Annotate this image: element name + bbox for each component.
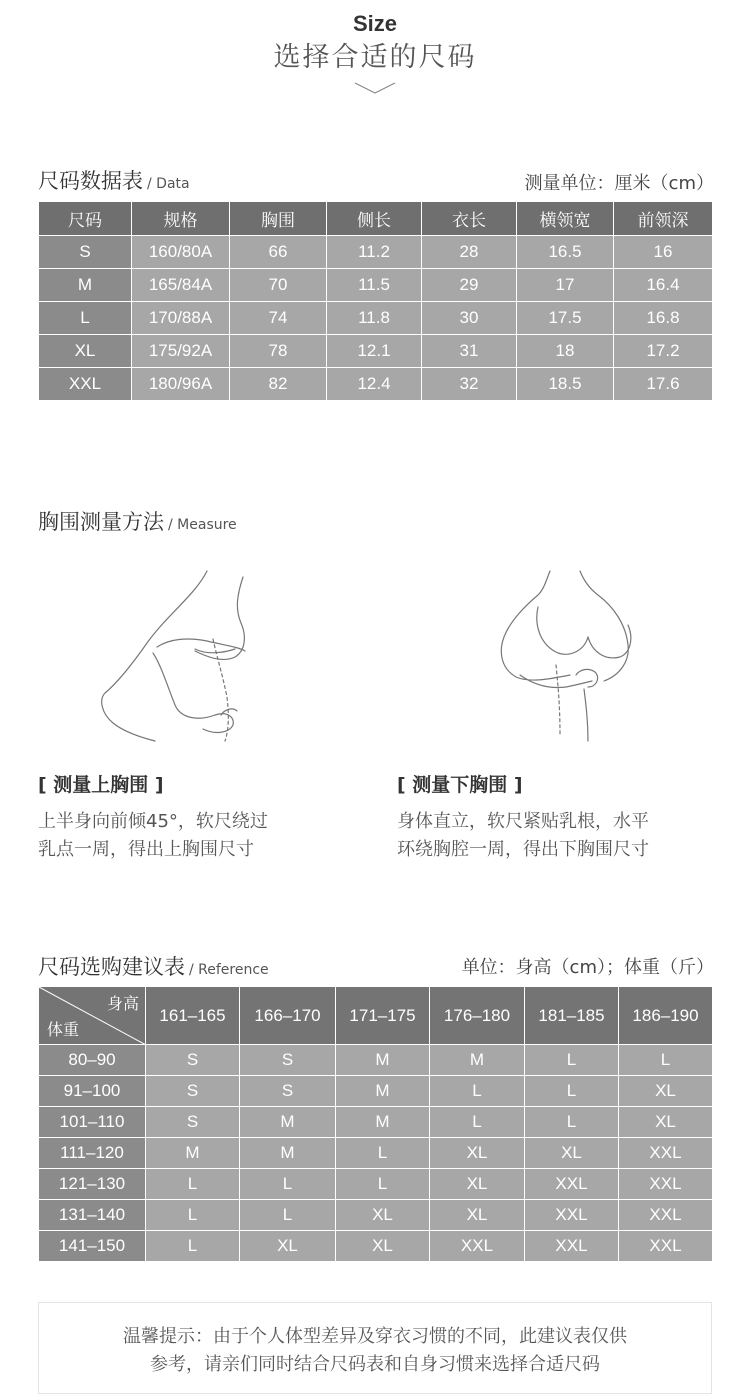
table-cell: 17.6 [614,368,713,401]
table-cell: 31 [422,335,517,368]
table-cell: S [240,1045,336,1076]
table-cell: XL [430,1138,525,1169]
upper-bust-desc-line: 上半身向前倾45°，软尺绕过 [38,811,268,832]
upper-bust-desc-line: 乳点一周，得出上胸围尺寸 [38,839,254,860]
table-cell: XL [619,1107,713,1138]
table-cell: 175/92A [132,335,230,368]
column-header: 尺码 [39,202,132,236]
table-cell: XXL [619,1200,713,1231]
table-cell: M [430,1045,525,1076]
size-reference-table [38,986,713,1262]
row-label-cell: 101–110 [39,1107,146,1138]
table-cell: XL [336,1231,430,1262]
table-row [39,1107,713,1138]
table-cell: XXL [619,1138,713,1169]
ref-table-title: 尺码选购建议表 [38,955,185,979]
table-header-row [39,202,713,236]
table-cell: M [240,1107,336,1138]
table-row [39,1138,713,1169]
column-header: 176–180 [430,987,525,1045]
table-cell: 18 [517,335,614,368]
table-cell: 18.5 [517,368,614,401]
table-cell: XXL [430,1231,525,1262]
ref-table-subtitle: / Reference [189,962,269,978]
row-label-cell: 131–140 [39,1200,146,1231]
table-cell: L [240,1200,336,1231]
upper-bust-illustration [95,565,265,745]
column-header: 横领宽 [517,202,614,236]
table-row [39,1045,713,1076]
table-cell: L [146,1200,240,1231]
title-en: Size [352,11,398,36]
table-cell: M [336,1045,430,1076]
table-cell: 160/80A [132,236,230,269]
row-label-cell: 141–150 [39,1231,146,1262]
table-row [39,1169,713,1200]
table-row [39,269,713,302]
table-cell: XL [525,1138,619,1169]
ref-table-heading [38,951,269,981]
table-cell: 170/88A [132,302,230,335]
table-cell: 70 [230,269,327,302]
table-cell: 29 [422,269,517,302]
table-cell: S [146,1107,240,1138]
table-row [39,368,713,401]
corner-height-label: 身高 [106,994,139,1013]
tip-line: 温馨提示：由于个人体型差异及穿衣习惯的不同，此建议表仅供 [123,1326,627,1347]
measure-title: 胸围测量方法 [38,510,164,534]
column-header: 171–175 [336,987,430,1045]
lower-bust-illustration [480,565,650,745]
table-cell: S [146,1076,240,1107]
row-label-cell: XL [39,335,132,368]
lower-bust-title: [ 测量下胸围 ] [397,774,523,796]
measure-subtitle: / Measure [168,517,237,533]
table-row [39,1231,713,1262]
ref-table-unit: 单位：身高（cm）；体重（斤） [461,957,714,978]
column-header: 规格 [132,202,230,236]
table-cell: L [525,1107,619,1138]
row-label-cell: M [39,269,132,302]
table-cell: 30 [422,302,517,335]
data-table-unit: 测量单位：厘米（cm） [524,173,714,194]
table-cell: S [240,1076,336,1107]
table-cell: 17.5 [517,302,614,335]
data-table-subtitle: / Data [147,176,190,192]
table-cell: 16 [614,236,713,269]
lower-bust-desc-line: 环绕胸腔一周，得出下胸围尺寸 [397,839,649,860]
table-cell: XL [240,1231,336,1262]
table-cell: 66 [230,236,327,269]
table-cell: 78 [230,335,327,368]
table-cell: 17 [517,269,614,302]
table-row [39,302,713,335]
page-header [0,10,750,99]
table-row [39,335,713,368]
corner-weight-label: 体重 [47,1020,80,1039]
lower-bust-desc-line: 身体直立，软尺紧贴乳根，水平 [397,811,649,832]
table-cell: 16.5 [517,236,614,269]
title-cn: 选择合适的尺码 [273,42,477,73]
table-cell: M [336,1076,430,1107]
table-cell: L [430,1076,525,1107]
column-header: 前领深 [614,202,713,236]
column-header: 166–170 [240,987,336,1045]
column-header: 侧长 [327,202,422,236]
measure-heading [38,506,237,536]
row-label-cell: L [39,302,132,335]
table-cell: 11.2 [327,236,422,269]
table-cell: XL [336,1200,430,1231]
table-cell: 11.8 [327,302,422,335]
table-cell: 32 [422,368,517,401]
table-cell: M [146,1138,240,1169]
column-header: 181–185 [525,987,619,1045]
table-cell: L [336,1138,430,1169]
table-cell: 16.4 [614,269,713,302]
table-cell: 28 [422,236,517,269]
table-row [39,236,713,269]
column-header: 186–190 [619,987,713,1045]
table-cell: 11.5 [327,269,422,302]
size-data-table [38,201,713,401]
tip-box [38,1302,712,1394]
chevron-down-icon [0,80,750,99]
row-label-cell: 111–120 [39,1138,146,1169]
table-cell: 12.1 [327,335,422,368]
column-header: 161–165 [146,987,240,1045]
table-row [39,1200,713,1231]
table-cell: 180/96A [132,368,230,401]
table-cell: L [525,1076,619,1107]
table-cell: 165/84A [132,269,230,302]
table-cell: L [619,1045,713,1076]
tip-line: 参考，请亲们同时结合尺码表和自身习惯来选择合适尺码 [150,1354,600,1375]
row-label-cell: S [39,236,132,269]
table-cell: XXL [619,1169,713,1200]
table-cell: L [430,1107,525,1138]
upper-bust-desc [38,808,358,864]
table-cell: S [146,1045,240,1076]
column-header: 衣长 [422,202,517,236]
table-cell: L [146,1169,240,1200]
row-label-cell: 91–100 [39,1076,146,1107]
row-label-cell: 121–130 [39,1169,146,1200]
table-cell: M [336,1107,430,1138]
table-cell: L [525,1045,619,1076]
table-cell: XL [430,1200,525,1231]
table-cell: XXL [619,1231,713,1262]
table-cell: 12.4 [327,368,422,401]
table-cell: 82 [230,368,327,401]
table-cell: L [240,1169,336,1200]
table-cell: XL [430,1169,525,1200]
lower-bust-desc [397,808,717,864]
table-cell: L [146,1231,240,1262]
column-header: 胸围 [230,202,327,236]
table-cell: XL [619,1076,713,1107]
table-cell: M [240,1138,336,1169]
upper-bust-title: [ 测量上胸围 ] [38,774,164,796]
table-cell: 16.8 [614,302,713,335]
data-table-title: 尺码数据表 [38,169,143,193]
table-cell: 74 [230,302,327,335]
table-cell: XXL [525,1169,619,1200]
row-label-cell: 80–90 [39,1045,146,1076]
table-cell: 17.2 [614,335,713,368]
table-cell: XXL [525,1200,619,1231]
data-table-heading [38,165,190,195]
row-label-cell: XXL [39,368,132,401]
table-header-row [39,987,713,1045]
table-row [39,1076,713,1107]
table-cell: XXL [525,1231,619,1262]
table-cell: L [336,1169,430,1200]
header-corner-cell [39,987,146,1045]
